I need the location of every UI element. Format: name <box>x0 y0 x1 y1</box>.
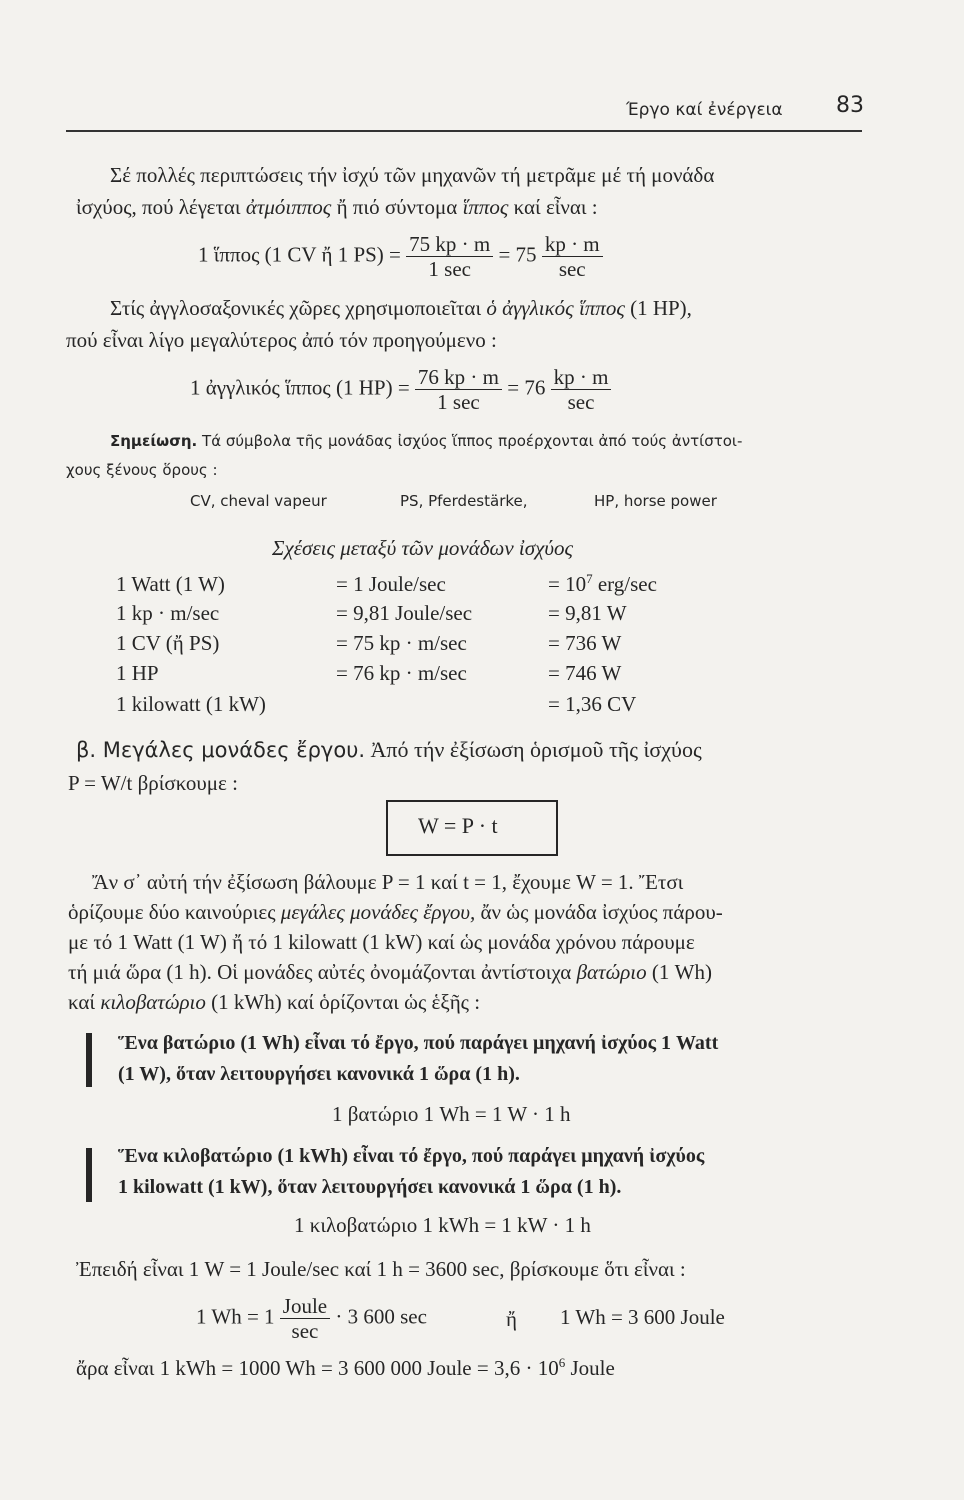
note-line1 <box>110 432 742 450</box>
relation-unit: 1 kp · m/sec <box>116 601 220 625</box>
section-b-line2: P = W/t βρίσκουμε : <box>68 771 238 795</box>
eq1-den1: 1 sec <box>428 257 471 282</box>
relation-eq1: = 75 kp · m/sec <box>336 631 467 655</box>
p3-line2-b: ἄν ὡς μονάδα ἰσχύος πάρου- <box>475 900 723 924</box>
relation-eq1: = 76 kp · m/sec <box>336 661 467 685</box>
kwh-conversion-tail: Joule <box>565 1356 615 1380</box>
kwh-conversion-exp: 6 <box>558 1355 566 1370</box>
p3-line5-b: (1 kWh) καί ὁρίζονται ὡς ἑξῆς : <box>205 990 481 1014</box>
relation-eq2: = 736 W <box>548 631 622 655</box>
p3-line5-a: καί <box>68 990 101 1014</box>
kwh-conversion <box>76 1356 615 1381</box>
wh-equation <box>196 1294 427 1343</box>
p3-line1: Ἄν σ᾽ αὐτή τήν ἐξίσωση βάλουμε P = 1 καί t = 1, ἔχουμε W = 1. Ἔτσι <box>92 870 684 894</box>
wh-eq-lhs: 1 Wh = 1 <box>196 1304 275 1329</box>
wh-eq-rest: · 3 600 sec <box>335 1304 427 1329</box>
p4-line1: Ἐπειδή εἶναι 1 W = 1 Joule/sec καί 1 h = 3600 sec, βρίσκουμε ὅτι εἶναι : <box>76 1257 686 1281</box>
eq2-mid: = 76 <box>507 375 546 400</box>
relation-eq1: = 1 Joule/sec <box>336 572 446 596</box>
definition-bar <box>86 1148 92 1202</box>
p3-line2-a: ὁρίζουμε δύο καινούριες <box>68 900 281 924</box>
p3-line4 <box>68 960 712 985</box>
p1-line2-b: ἤ πιό σύντομα <box>331 195 463 219</box>
relation-eq2: = 1,36 CV <box>548 692 637 716</box>
eq1-lhs: 1 ἵππος (1 CV ἤ 1 PS) = <box>198 242 401 267</box>
p3-line2 <box>68 900 723 925</box>
relation-unit: 1 Watt (1 W) <box>116 572 225 596</box>
def2-line2: 1 kilowatt (1 kW), ὅταν λειτουργήσει κανονικά 1 ὥρα (1 h). <box>118 1176 622 1198</box>
relation-eq2 <box>548 572 657 597</box>
p1-line2-a: ἰσχύος, πού λέγεται <box>76 195 246 219</box>
section-b-heading-rest: Ἀπό τήν ἐξίσωση ὁρισμοῦ τῆς ἰσχύος <box>365 737 702 762</box>
wh-eq-den: sec <box>291 1319 319 1344</box>
relations-title: Σχέσεις μεταξύ τῶν μονάδων ἰσχύος <box>272 536 574 560</box>
relation-eq2-tail: erg/sec <box>592 572 657 596</box>
relation-eq2-main: = 10 <box>548 572 587 596</box>
note-term-hp: HP, horse power <box>594 492 717 510</box>
eq1-fraction2 <box>542 232 603 281</box>
section-b-heading: β. Μεγάλες μονάδες ἔργου. <box>76 738 366 762</box>
wh-eq-or: ἤ <box>506 1307 517 1331</box>
p2-line1-b: (1 HP), <box>624 296 692 320</box>
note-label: Σημείωση. <box>110 432 198 450</box>
eq1-den2: sec <box>558 257 586 282</box>
p2-line1-italic: ὁ ἀγγλικός ἵππος <box>486 296 625 320</box>
def1-line1: Ἕνα βατώριο (1 Wh) εἶναι τό ἔργο, πού παράγει μηχανή ἰσχύος 1 Watt <box>118 1032 719 1054</box>
p3-line3: με τό 1 Watt (1 W) ἤ τό 1 kilowatt (1 kW) καί ὡς μονάδα χρόνου πάρουμε <box>68 930 695 954</box>
p1-line2-italic2: ἵππος <box>462 195 509 219</box>
p3-line4-a: τή μιά ὥρα (1 h). Οἱ μονάδες αὐτές ὀνομάζονται ἀντίστοιχα <box>68 960 577 984</box>
eq1-num2: kp · m <box>542 232 603 257</box>
relation-eq2: = 9,81 W <box>548 601 627 625</box>
boxed-formula: W = P · t <box>418 813 498 838</box>
note-text1: Τά σύμβολα τῆς μονάδας ἰσχύος ἵππος προέρχονται ἀπό τούς ἀντίστοι- <box>197 432 743 450</box>
relation-unit: 1 HP <box>116 661 159 685</box>
p3-line5-italic: κιλοβατώριο <box>100 990 206 1014</box>
definition-bar <box>86 1033 92 1087</box>
relation-unit: 1 CV (ἤ PS) <box>116 631 220 655</box>
p2-line2: πού εἶναι λίγο μεγαλύτερος ἀπό τόν προηγούμενο : <box>66 328 497 352</box>
p3-line2-italic: μεγάλες μονάδες ἔργου, <box>280 900 476 924</box>
eq1-num1: 75 kp · m <box>406 232 493 257</box>
p3-line4-b: (1 Wh) <box>646 960 712 984</box>
section-b-line1 <box>76 737 702 763</box>
running-title: Έργο καί ἐνέργεια <box>626 100 783 120</box>
p1-line2 <box>76 195 598 220</box>
eq1-fraction1 <box>406 232 493 281</box>
kwh-conversion-text: ἄρα εἶναι 1 kWh = 1000 Wh = 3 600 000 Joule = 3,6 · 10 <box>76 1356 559 1380</box>
eq2-den1: 1 sec <box>437 390 480 415</box>
relation-eq2-exp: 7 <box>586 571 593 586</box>
wh-eq-fraction <box>280 1294 330 1343</box>
p3-line5 <box>68 990 480 1015</box>
note-term-cv: CV, cheval vapeur <box>190 492 327 510</box>
p2-line1 <box>110 296 692 321</box>
eq2-den2: sec <box>567 390 595 415</box>
relation-eq1: = 9,81 Joule/sec <box>336 601 473 625</box>
p2-line1-a: Στίς ἀγγλοσαξονικές χῶρες χρησιμοποιεῖται <box>110 296 487 320</box>
equation-hp <box>190 365 611 414</box>
p1-line2-italic: ἀτμόιππος <box>245 195 332 219</box>
p1-line1: Σέ πολλές περιπτώσεις τήν ἰσχύ τῶν μηχανῶν τή μετρᾶμε μέ τή μονάδα <box>110 163 715 187</box>
eq2-fraction1 <box>415 365 502 414</box>
p3-line4-italic: βατώριο <box>576 960 647 984</box>
eq2-lhs: 1 ἀγγλικός ἵππος (1 HP) = <box>190 375 410 400</box>
header-rule <box>66 130 862 132</box>
def1-line2: (1 W), ὅταν λειτουργήσει κανονικά 1 ὥρα (1 h). <box>118 1063 520 1085</box>
eq2-fraction2 <box>551 365 612 414</box>
wh-eq-right: 1 Wh = 3 600 Joule <box>560 1305 725 1329</box>
def2-formula: 1 κιλοβατώριο 1 kWh = 1 kW · 1 h <box>294 1213 591 1237</box>
p1-line2-c: καί εἶναι : <box>508 195 598 219</box>
note-line2: χους ξένους ὅρους : <box>66 461 218 479</box>
relation-eq2: = 746 W <box>548 661 622 685</box>
eq2-num2: kp · m <box>551 365 612 390</box>
def2-line1: Ἕνα κιλοβατώριο (1 kWh) εἶναι τό ἔργο, πού παράγει μηχανή ἰσχύος <box>118 1145 705 1167</box>
relation-unit: 1 kilowatt (1 kW) <box>116 692 266 716</box>
eq1-mid: = 75 <box>498 242 537 267</box>
equation-cv <box>198 232 603 281</box>
def1-formula: 1 βατώριο 1 Wh = 1 W · 1 h <box>332 1102 571 1126</box>
page-number: 83 <box>836 93 864 118</box>
eq2-num1: 76 kp · m <box>415 365 502 390</box>
wh-eq-num: Joule <box>280 1294 330 1319</box>
note-term-ps: PS, Pferdestärke, <box>400 492 528 510</box>
